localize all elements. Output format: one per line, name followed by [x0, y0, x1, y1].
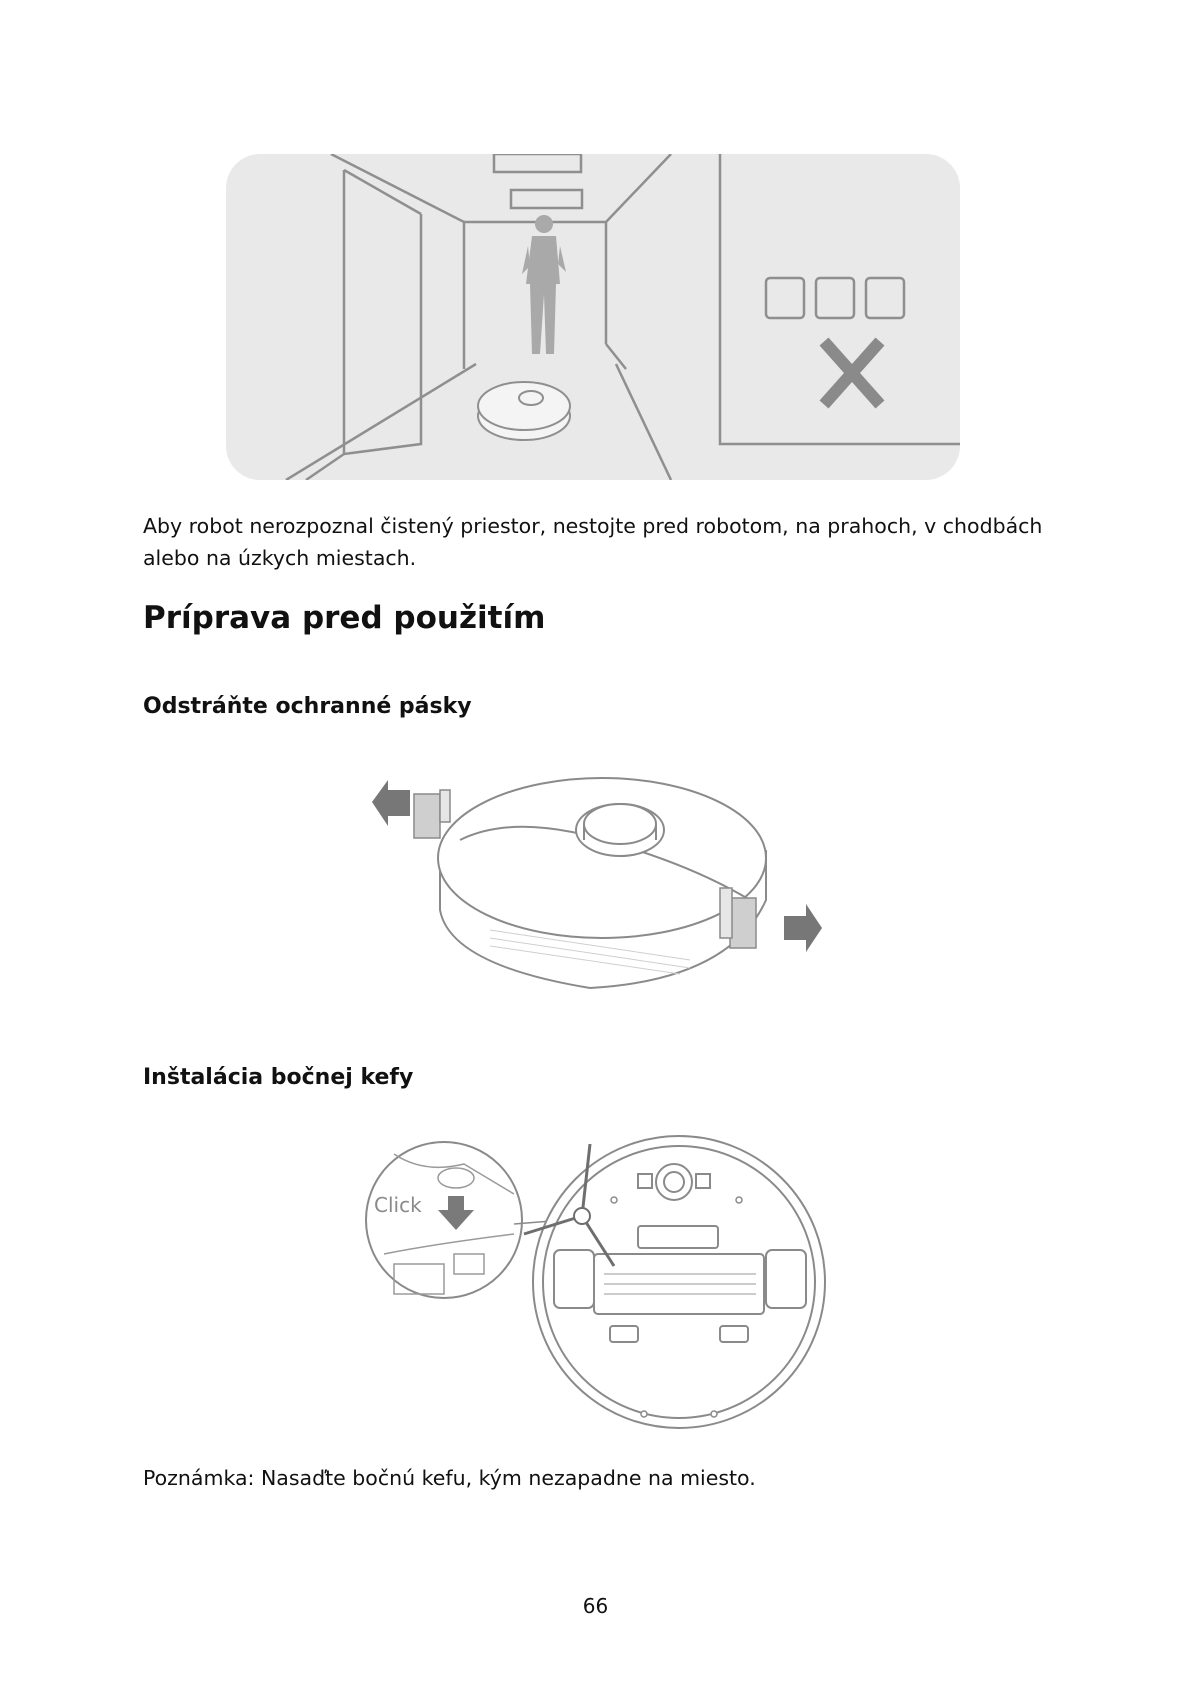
remove-protective-tapes-icon [370, 760, 830, 1000]
side-brush-illustration [364, 1134, 834, 1444]
page-number: 66 [582, 1594, 609, 1618]
subheading-remove-tapes: Odstráňte ochranné pásky [143, 694, 472, 719]
side-brush-installation-icon [364, 1134, 834, 1444]
hallway-illustration [226, 154, 960, 480]
click-label: Click [374, 1193, 422, 1217]
subheading-side-brush: Inštalácia bočnej kefy [143, 1065, 414, 1090]
note-text: Poznámka: Nasaďte bočnú kefu, kým nezapadne na miesto. [143, 1466, 756, 1490]
section-title: Príprava pred použitím [143, 600, 546, 636]
instruction-paragraph: Aby robot nerozpoznal čistený priestor, nestojte pred robotom, na prahoch, v chodbách alebo na úzkych miestach. [143, 514, 1043, 570]
robot-in-hallway-incorrect-icon [226, 154, 960, 480]
tapes-illustration [370, 760, 830, 1000]
